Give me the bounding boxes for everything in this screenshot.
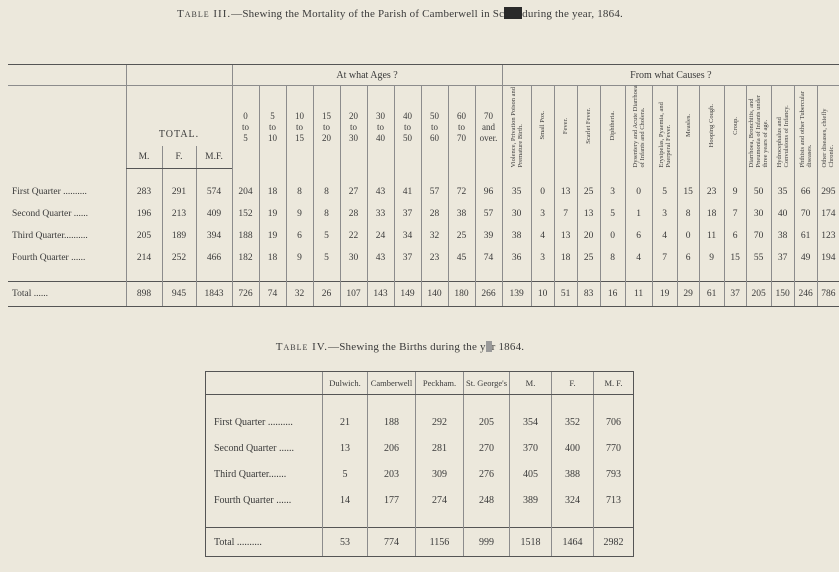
cell-value: 5 bbox=[323, 461, 368, 487]
age-header: 50 to 60 bbox=[421, 86, 448, 169]
total-row bbox=[206, 528, 634, 557]
cell-value: 786 bbox=[817, 282, 839, 307]
cell-value: 2982 bbox=[594, 528, 634, 557]
ages-group-header: At what Ages ? bbox=[232, 65, 502, 86]
cell-value: 3 bbox=[600, 181, 625, 203]
cell-value: 27 bbox=[340, 181, 367, 203]
age-header: 70 and over. bbox=[475, 86, 502, 169]
cell-value: 466 bbox=[196, 247, 232, 269]
cell-value: 19 bbox=[259, 225, 286, 247]
cell-value: 140 bbox=[421, 282, 448, 307]
cell-value: 205 bbox=[746, 282, 771, 307]
cell-value: 8 bbox=[677, 203, 699, 225]
binding-shadow bbox=[504, 7, 522, 19]
cell-value: 30 bbox=[340, 247, 367, 269]
row-label: Second Quarter ...... bbox=[12, 209, 88, 219]
cell-value: 22 bbox=[340, 225, 367, 247]
cell-value: 53 bbox=[323, 528, 368, 557]
cell-value: 49 bbox=[794, 247, 817, 269]
spacer-row bbox=[8, 169, 839, 182]
cause-header: Scarlet Fever. bbox=[577, 86, 600, 169]
total-row bbox=[8, 282, 839, 307]
cell-value: 4 bbox=[625, 247, 652, 269]
cell-value: 9 bbox=[286, 203, 313, 225]
quarter-row bbox=[206, 487, 634, 513]
cell-value: 352 bbox=[552, 409, 594, 435]
cell-value: 15 bbox=[677, 181, 699, 203]
cell-value: 5 bbox=[313, 247, 340, 269]
cell-value: 204 bbox=[232, 181, 259, 203]
cell-value: 713 bbox=[594, 487, 634, 513]
cell-value: 13 bbox=[554, 225, 577, 247]
cell-value: 214 bbox=[126, 247, 162, 269]
cell-value: 9 bbox=[699, 247, 724, 269]
cell-value: 5 bbox=[652, 181, 677, 203]
sex-header: F. bbox=[162, 146, 196, 169]
cell-value: 19 bbox=[259, 203, 286, 225]
table-4-title-prefix: Table IV. bbox=[275, 341, 329, 353]
cell-value: 23 bbox=[421, 247, 448, 269]
sex-header: M.F. bbox=[196, 146, 232, 169]
cell-value: 19 bbox=[652, 282, 677, 307]
cell-value: 72 bbox=[448, 181, 475, 203]
births-col-header: F. bbox=[552, 372, 594, 395]
cell-value: 999 bbox=[464, 528, 510, 557]
cell-value: 32 bbox=[421, 225, 448, 247]
cell-value: 24 bbox=[367, 225, 394, 247]
cause-header: Diphtheria. bbox=[600, 86, 625, 169]
cell-value: 11 bbox=[699, 225, 724, 247]
quarter-row bbox=[206, 409, 634, 435]
cell-value: 37 bbox=[394, 247, 421, 269]
cell-value: 30 bbox=[746, 203, 771, 225]
cell-value: 35 bbox=[502, 181, 531, 203]
cell-value: 57 bbox=[421, 181, 448, 203]
cell-value: 9 bbox=[724, 181, 746, 203]
cell-value: 13 bbox=[577, 203, 600, 225]
cell-value: 205 bbox=[126, 225, 162, 247]
cell-value: 23 bbox=[699, 181, 724, 203]
cell-value: 203 bbox=[368, 461, 416, 487]
cell-value: 11 bbox=[625, 282, 652, 307]
cell-value: 194 bbox=[817, 247, 839, 269]
cell-value: 20 bbox=[577, 225, 600, 247]
row-label: Fourth Quarter ...... bbox=[206, 487, 323, 513]
cell-value: 51 bbox=[554, 282, 577, 307]
age-header: 15 to 20 bbox=[313, 86, 340, 169]
cell-value: 25 bbox=[577, 181, 600, 203]
cell-value: 309 bbox=[416, 461, 464, 487]
cell-value: 394 bbox=[196, 225, 232, 247]
cell-value: 123 bbox=[817, 225, 839, 247]
cell-value: 35 bbox=[771, 181, 794, 203]
row-label: First Quarter .......... bbox=[12, 187, 87, 197]
cell-value: 0 bbox=[625, 181, 652, 203]
cell-value: 74 bbox=[475, 247, 502, 269]
cause-header: Diarrhoea, Bronchitis, and Pneumonia of Infants under three years of age. bbox=[746, 86, 771, 169]
cell-value: 270 bbox=[464, 435, 510, 461]
cell-value: 18 bbox=[699, 203, 724, 225]
cell-value: 37 bbox=[394, 203, 421, 225]
cell-value: 248 bbox=[464, 487, 510, 513]
quarter-row bbox=[8, 203, 839, 225]
cell-value: 37 bbox=[724, 282, 746, 307]
cell-value: 33 bbox=[367, 203, 394, 225]
cause-header: Croup. bbox=[724, 86, 746, 169]
cell-value: 34 bbox=[394, 225, 421, 247]
cell-value: 1 bbox=[625, 203, 652, 225]
cell-value: 28 bbox=[340, 203, 367, 225]
cell-value: 70 bbox=[794, 203, 817, 225]
cause-header: Dysentery and Acute Diarrhoea of Infants and Cholera. bbox=[625, 86, 652, 169]
cell-value: 8 bbox=[600, 247, 625, 269]
births-header-row bbox=[206, 372, 634, 395]
cell-value: 143 bbox=[367, 282, 394, 307]
cell-value: 409 bbox=[196, 203, 232, 225]
cell-value: 281 bbox=[416, 435, 464, 461]
cell-value: 39 bbox=[475, 225, 502, 247]
cell-value: 7 bbox=[652, 247, 677, 269]
cell-value: 43 bbox=[367, 247, 394, 269]
row-label: Second Quarter ...... bbox=[206, 435, 323, 461]
births-col-header: Camberwell bbox=[368, 372, 416, 395]
table-4-title-tail: r 1864. bbox=[491, 341, 525, 353]
quarter-row bbox=[8, 225, 839, 247]
cell-value: 4 bbox=[652, 225, 677, 247]
cell-value: 6 bbox=[677, 247, 699, 269]
cell-value: 205 bbox=[464, 409, 510, 435]
cell-value: 28 bbox=[421, 203, 448, 225]
cell-value: 706 bbox=[594, 409, 634, 435]
cell-value: 0 bbox=[531, 181, 554, 203]
cell-value: 55 bbox=[746, 247, 771, 269]
cause-header: Erysipelas, Pyaemia, and Puerperal Fever. bbox=[652, 86, 677, 169]
cell-value: 43 bbox=[367, 181, 394, 203]
cell-value: 324 bbox=[552, 487, 594, 513]
table-4-title-text: —Shewing the Births during the y bbox=[328, 341, 486, 353]
cell-value: 26 bbox=[313, 282, 340, 307]
cell-value: 370 bbox=[510, 435, 552, 461]
age-header: 5 to 10 bbox=[259, 86, 286, 169]
cell-value: 18 bbox=[554, 247, 577, 269]
cell-value: 50 bbox=[746, 181, 771, 203]
cell-value: 174 bbox=[817, 203, 839, 225]
cell-value: 16 bbox=[600, 282, 625, 307]
spacer-row bbox=[206, 395, 634, 410]
cell-value: 13 bbox=[323, 435, 368, 461]
cell-value: 38 bbox=[502, 225, 531, 247]
mortality-table bbox=[8, 64, 839, 307]
cell-value: 574 bbox=[196, 181, 232, 203]
row-label: Third Quarter.......... bbox=[12, 231, 88, 241]
cell-value: 1843 bbox=[196, 282, 232, 307]
table-3-title-text: —Shewing the Mortality of the Parish of Camberwell in Sc bbox=[231, 8, 505, 20]
cause-header: Hooping Cough. bbox=[699, 86, 724, 169]
cell-value: 38 bbox=[771, 225, 794, 247]
cause-header: Fever. bbox=[554, 86, 577, 169]
cell-value: 276 bbox=[464, 461, 510, 487]
births-col-header: Peckham. bbox=[416, 372, 464, 395]
cell-value: 283 bbox=[126, 181, 162, 203]
cell-value: 38 bbox=[448, 203, 475, 225]
cell-value: 83 bbox=[577, 282, 600, 307]
cell-value: 3 bbox=[531, 247, 554, 269]
births-table bbox=[205, 371, 634, 557]
cell-value: 7 bbox=[724, 203, 746, 225]
cell-value: 74 bbox=[259, 282, 286, 307]
cell-value: 4 bbox=[531, 225, 554, 247]
cell-value: 139 bbox=[502, 282, 531, 307]
table-3-title bbox=[0, 7, 800, 20]
cause-header: Violence, Privation Poison and Premature Birth. bbox=[502, 86, 531, 169]
cell-value: 274 bbox=[416, 487, 464, 513]
cell-value: 182 bbox=[232, 247, 259, 269]
quarter-row bbox=[206, 435, 634, 461]
cell-value: 10 bbox=[531, 282, 554, 307]
cell-value: 6 bbox=[625, 225, 652, 247]
age-header: 40 to 50 bbox=[394, 86, 421, 169]
cell-value: 30 bbox=[502, 203, 531, 225]
cell-value: 18 bbox=[259, 247, 286, 269]
cell-value: 21 bbox=[323, 409, 368, 435]
cell-value: 774 bbox=[368, 528, 416, 557]
row-label: Third Quarter....... bbox=[206, 461, 323, 487]
cell-value: 25 bbox=[448, 225, 475, 247]
quarter-row bbox=[8, 247, 839, 269]
row-label: First Quarter .......... bbox=[206, 409, 323, 435]
age-header: 0 to 5 bbox=[232, 86, 259, 169]
cell-value: 18 bbox=[259, 181, 286, 203]
cell-value: 389 bbox=[510, 487, 552, 513]
cell-value: 206 bbox=[368, 435, 416, 461]
cell-value: 41 bbox=[394, 181, 421, 203]
births-col-header: M. bbox=[510, 372, 552, 395]
cell-value: 36 bbox=[502, 247, 531, 269]
cell-value: 70 bbox=[746, 225, 771, 247]
spacer-row bbox=[8, 269, 839, 282]
cell-value: 246 bbox=[794, 282, 817, 307]
cell-value: 405 bbox=[510, 461, 552, 487]
quarter-row bbox=[8, 181, 839, 203]
cell-value: 107 bbox=[340, 282, 367, 307]
cell-value: 152 bbox=[232, 203, 259, 225]
cell-value: 45 bbox=[448, 247, 475, 269]
cell-value: 1518 bbox=[510, 528, 552, 557]
cell-value: 1464 bbox=[552, 528, 594, 557]
cell-value: 196 bbox=[126, 203, 162, 225]
cell-value: 40 bbox=[771, 203, 794, 225]
cause-header: Small Pox. bbox=[531, 86, 554, 169]
cell-value: 945 bbox=[162, 282, 196, 307]
births-col-header: St. George's bbox=[464, 372, 510, 395]
cell-value: 66 bbox=[794, 181, 817, 203]
table-3-title-tail: during the year, 1864. bbox=[522, 8, 623, 20]
header-row-groups bbox=[8, 65, 839, 86]
cell-value: 8 bbox=[286, 181, 313, 203]
cell-value: 1156 bbox=[416, 528, 464, 557]
cell-value: 15 bbox=[724, 247, 746, 269]
age-header: 10 to 15 bbox=[286, 86, 313, 169]
age-header: 30 to 40 bbox=[367, 86, 394, 169]
cell-value: 150 bbox=[771, 282, 794, 307]
births-col-header: Dulwich. bbox=[323, 372, 368, 395]
age-header: 60 to 70 bbox=[448, 86, 475, 169]
cell-value: 252 bbox=[162, 247, 196, 269]
cell-value: 213 bbox=[162, 203, 196, 225]
cell-value: 9 bbox=[286, 247, 313, 269]
cell-value: 8 bbox=[313, 203, 340, 225]
table-4-title bbox=[0, 341, 800, 353]
births-col-header: M. F. bbox=[594, 372, 634, 395]
cell-value: 180 bbox=[448, 282, 475, 307]
spacer-row bbox=[206, 513, 634, 528]
cell-value: 7 bbox=[554, 203, 577, 225]
cell-value: 3 bbox=[531, 203, 554, 225]
cell-value: 29 bbox=[677, 282, 699, 307]
cell-value: 726 bbox=[232, 282, 259, 307]
cause-header: Phthisis and other Tubercular diseases. bbox=[794, 86, 817, 169]
cell-value: 25 bbox=[577, 247, 600, 269]
cell-value: 37 bbox=[771, 247, 794, 269]
cell-value: 188 bbox=[232, 225, 259, 247]
cell-value: 0 bbox=[600, 225, 625, 247]
total-header: TOTAL. bbox=[126, 86, 232, 147]
cell-value: 898 bbox=[126, 282, 162, 307]
cell-value: 61 bbox=[794, 225, 817, 247]
cell-value: 57 bbox=[475, 203, 502, 225]
cell-value: 14 bbox=[323, 487, 368, 513]
cell-value: 6 bbox=[724, 225, 746, 247]
sex-header: M. bbox=[126, 146, 162, 169]
cell-value: 188 bbox=[368, 409, 416, 435]
cell-value: 400 bbox=[552, 435, 594, 461]
row-label: Total .......... bbox=[206, 528, 323, 557]
header-row-main bbox=[8, 86, 839, 147]
cell-value: 295 bbox=[817, 181, 839, 203]
cell-value: 292 bbox=[416, 409, 464, 435]
cell-value: 0 bbox=[677, 225, 699, 247]
cause-header: Hydrocephalus and Convulsions of Infancy. bbox=[771, 86, 794, 169]
cell-value: 8 bbox=[313, 181, 340, 203]
cell-value: 388 bbox=[552, 461, 594, 487]
cell-value: 354 bbox=[510, 409, 552, 435]
cell-value: 266 bbox=[475, 282, 502, 307]
cause-header: Other diseases, chiefly Chronic. bbox=[817, 86, 839, 169]
cell-value: 61 bbox=[699, 282, 724, 307]
cell-value: 96 bbox=[475, 181, 502, 203]
cause-header: Measles. bbox=[677, 86, 699, 169]
cell-value: 3 bbox=[652, 203, 677, 225]
quarter-row bbox=[206, 461, 634, 487]
cell-value: 149 bbox=[394, 282, 421, 307]
cell-value: 793 bbox=[594, 461, 634, 487]
causes-group-header: From what Causes ? bbox=[502, 65, 839, 86]
cell-value: 5 bbox=[600, 203, 625, 225]
table-3-title-prefix: Table III. bbox=[177, 8, 232, 20]
cell-value: 32 bbox=[286, 282, 313, 307]
cell-value: 177 bbox=[368, 487, 416, 513]
row-label: Total ...... bbox=[8, 282, 126, 307]
cell-value: 5 bbox=[313, 225, 340, 247]
age-header: 20 to 30 bbox=[340, 86, 367, 169]
cell-value: 770 bbox=[594, 435, 634, 461]
cell-value: 13 bbox=[554, 181, 577, 203]
cell-value: 189 bbox=[162, 225, 196, 247]
row-label: Fourth Quarter ...... bbox=[12, 253, 86, 263]
cell-value: 6 bbox=[286, 225, 313, 247]
cell-value: 291 bbox=[162, 181, 196, 203]
